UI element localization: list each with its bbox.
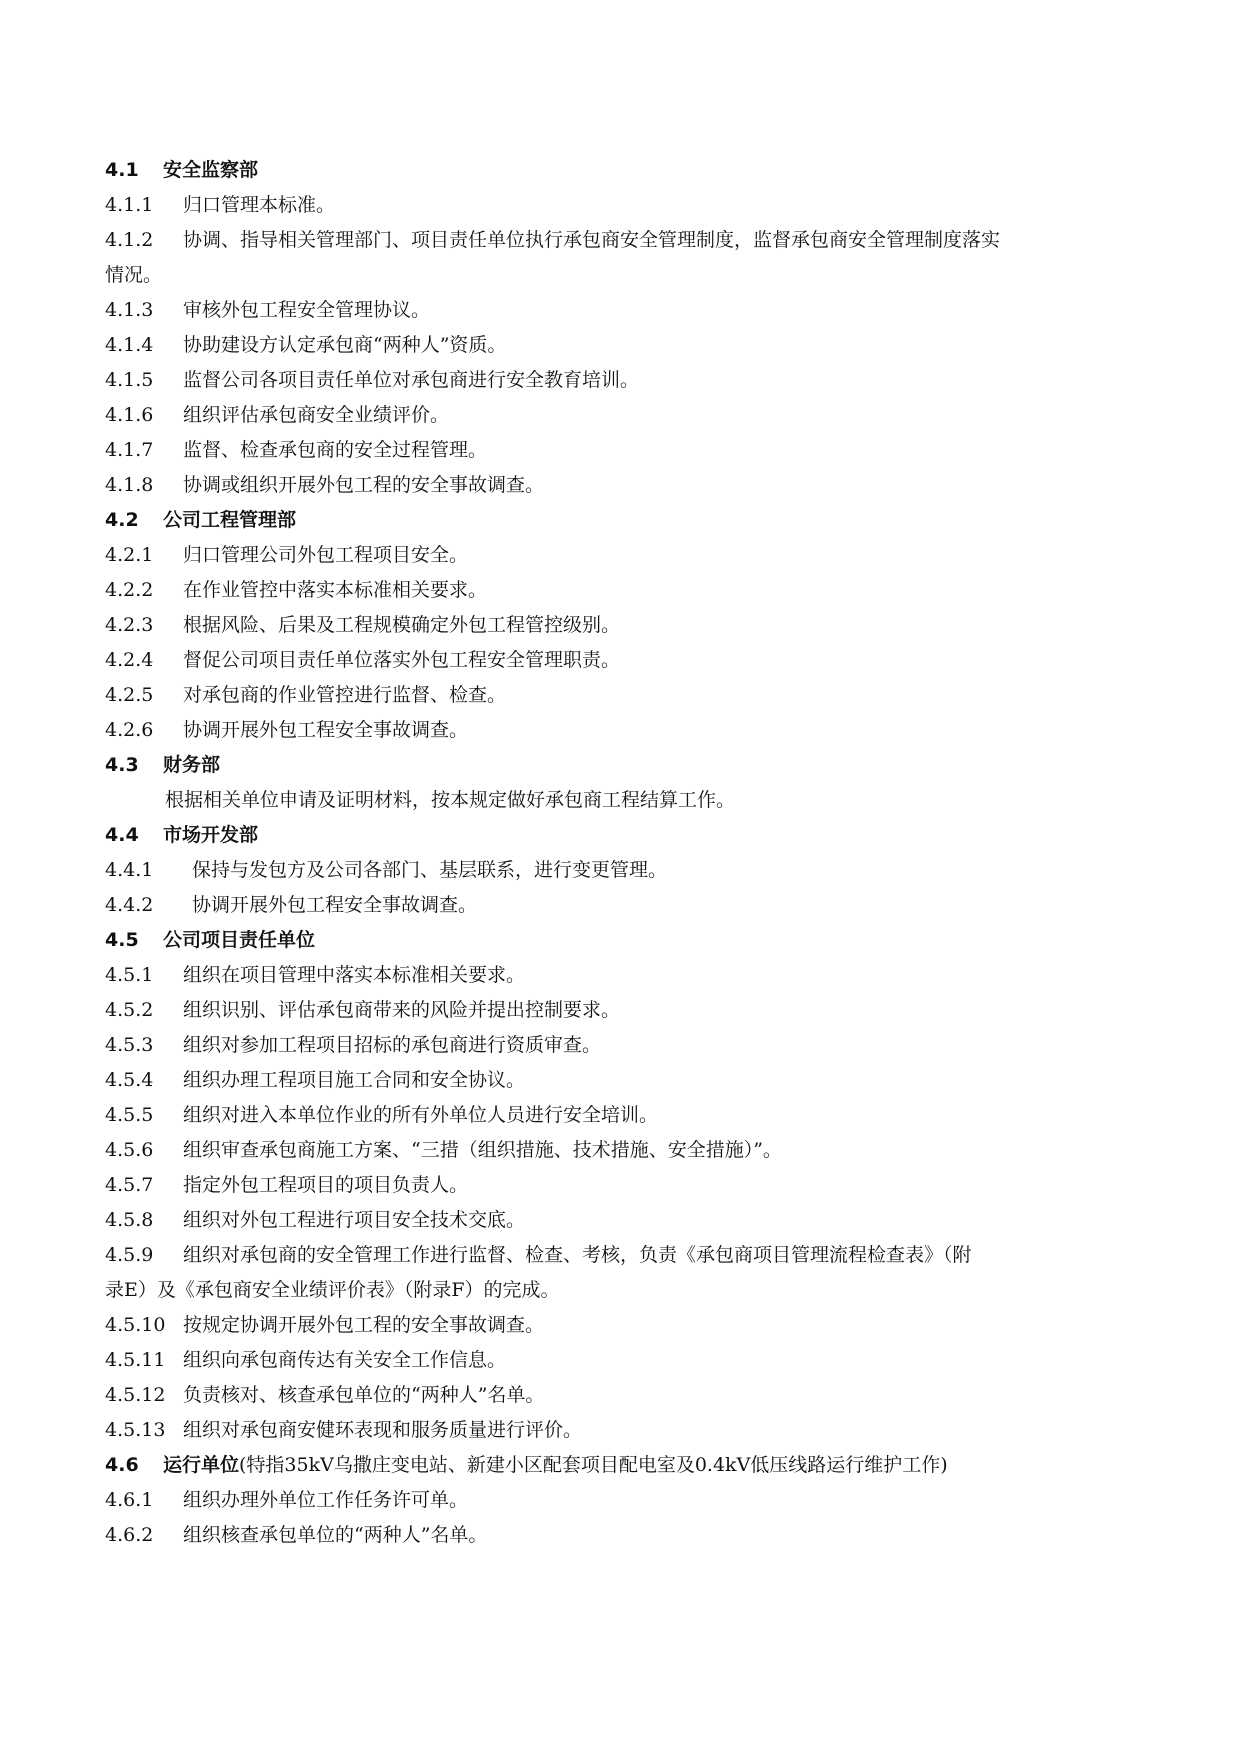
section-number: 4.4 <box>105 824 139 846</box>
clause-item <box>105 718 1145 742</box>
clause-text: 协助建设方认定承包商“两种人”资质。 <box>183 334 507 356</box>
clause-item <box>105 1068 1145 1092</box>
clause-text: 协调或组织开展外包工程的安全事故调查。 <box>183 474 545 496</box>
clause-item <box>105 1523 1145 1547</box>
clause-text: 在作业管控中落实本标准相关要求。 <box>183 579 488 601</box>
clause-item <box>105 648 1145 672</box>
clause-item <box>105 193 1145 217</box>
clause-text: 组织向承包商传达有关安全工作信息。 <box>183 1349 507 1371</box>
section-heading <box>105 1453 1145 1477</box>
section-number: 4.2 <box>105 509 139 531</box>
section-heading <box>105 928 1145 952</box>
section-note: (特指35kV乌撒庄变电站、新建小区配套项目配电室及0.4kV低压线路运行维护工作) <box>239 1454 948 1476</box>
clause-item <box>105 403 1145 427</box>
section-number: 4.5 <box>105 929 139 951</box>
clause-text: 组织审查承包商施工方案、“三措（组织措施、技术措施、安全措施）”。 <box>183 1139 782 1161</box>
paragraph <box>105 788 1145 812</box>
clause-text: 组织对进入本单位作业的所有外单位人员进行安全培训。 <box>183 1104 659 1126</box>
clause-number: 4.2.5 <box>105 684 154 706</box>
clause-item <box>105 998 1145 1022</box>
section-heading <box>105 158 1145 182</box>
clause-text: 归口管理本标准。 <box>183 194 336 216</box>
clause-text: 协调开展外包工程安全事故调查。 <box>183 719 469 741</box>
section-number: 4.6 <box>105 1454 139 1476</box>
clause-text: 监督、检查承包商的安全过程管理。 <box>183 439 488 461</box>
clause-text: 组织识别、评估承包商带来的风险并提出控制要求。 <box>183 999 621 1021</box>
clause-number: 4.1.3 <box>105 299 154 321</box>
section-heading <box>105 823 1145 847</box>
section-heading <box>105 508 1145 532</box>
clause-text: 组织核查承包单位的“两种人”名单。 <box>183 1524 488 1546</box>
clause-number: 4.2.2 <box>105 579 154 601</box>
clause-number: 4.1.7 <box>105 439 154 461</box>
clause-number: 4.1.8 <box>105 474 154 496</box>
clause-number: 4.5.11 <box>105 1349 166 1371</box>
clause-item <box>105 473 1145 497</box>
clause-number: 4.5.4 <box>105 1069 154 1091</box>
clause-number: 4.6.2 <box>105 1524 154 1546</box>
clause-item <box>105 1243 1145 1267</box>
section-title: 公司项目责任单位 <box>163 929 316 951</box>
clause-number: 4.1.1 <box>105 194 154 216</box>
section-heading <box>105 753 1145 777</box>
clause-number: 4.6.1 <box>105 1489 154 1511</box>
clause-text: 保持与发包方及公司各部门、基层联系，进行变更管理。 <box>192 859 668 881</box>
clause-number: 4.5.6 <box>105 1139 154 1161</box>
clause-text: 审核外包工程安全管理协议。 <box>183 299 431 321</box>
section-title: 市场开发部 <box>163 824 259 846</box>
clause-text: 组织对承包商安健环表现和服务质量进行评价。 <box>183 1419 583 1441</box>
clause-number: 4.5.13 <box>105 1419 166 1441</box>
clause-text-continued: 情况。 <box>105 264 163 286</box>
clause-text: 按规定协调开展外包工程的安全事故调查。 <box>183 1314 545 1336</box>
clause-item <box>105 1208 1145 1232</box>
clause-number: 4.5.10 <box>105 1314 166 1336</box>
clause-text: 组织办理工程项目施工合同和安全协议。 <box>183 1069 526 1091</box>
clause-text: 组织对参加工程项目招标的承包商进行资质审查。 <box>183 1034 602 1056</box>
clause-item <box>105 1418 1145 1442</box>
clause-number: 4.2.3 <box>105 614 154 636</box>
clause-item <box>105 1138 1145 1162</box>
clause-number: 4.5.8 <box>105 1209 154 1231</box>
clause-number: 4.2.4 <box>105 649 154 671</box>
clause-item <box>105 1103 1145 1127</box>
clause-text: 归口管理公司外包工程项目安全。 <box>183 544 469 566</box>
clause-item <box>105 438 1145 462</box>
clause-text: 指定外包工程项目的项目负责人。 <box>183 1174 469 1196</box>
clause-number: 4.1.5 <box>105 369 154 391</box>
clause-item <box>105 578 1145 602</box>
clause-item <box>105 1383 1145 1407</box>
clause-number: 4.5.7 <box>105 1174 154 1196</box>
clause-item <box>105 613 1145 637</box>
clause-item <box>105 1488 1145 1512</box>
section-number: 4.1 <box>105 159 139 181</box>
clause-text: 组织办理外单位工作任务许可单。 <box>183 1489 469 1511</box>
clause-number: 4.2.6 <box>105 719 154 741</box>
clause-number: 4.1.6 <box>105 404 154 426</box>
clause-text: 组织在项目管理中落实本标准相关要求。 <box>183 964 526 986</box>
clause-number: 4.5.12 <box>105 1384 166 1406</box>
section-title: 公司工程管理部 <box>163 509 297 531</box>
clause-number: 4.4.1 <box>105 859 154 881</box>
clause-number: 4.5.2 <box>105 999 154 1021</box>
clause-text: 组织评估承包商安全业绩评价。 <box>183 404 450 426</box>
clause-number: 4.5.3 <box>105 1034 154 1056</box>
clause-item <box>105 683 1145 707</box>
clause-item <box>105 858 1145 882</box>
clause-continuation <box>105 263 1145 287</box>
clause-number: 4.5.1 <box>105 964 154 986</box>
clause-continuation <box>105 1278 1145 1302</box>
clause-item <box>105 333 1145 357</box>
clause-number: 4.2.1 <box>105 544 154 566</box>
clause-text: 组织对外包工程进行项目安全技术交底。 <box>183 1209 526 1231</box>
clause-item <box>105 543 1145 567</box>
clause-text: 监督公司各项目责任单位对承包商进行安全教育培训。 <box>183 369 640 391</box>
clause-number: 4.1.2 <box>105 229 154 251</box>
section-title: 财务部 <box>163 754 221 776</box>
clause-item <box>105 1033 1145 1057</box>
clause-number: 4.5.5 <box>105 1104 154 1126</box>
clause-text: 督促公司项目责任单位落实外包工程安全管理职责。 <box>183 649 621 671</box>
clause-text: 协调、指导相关管理部门、项目责任单位执行承包商安全管理制度，监督承包商安全管理制度落实 <box>183 229 1001 251</box>
section-title: 安全监察部 <box>163 159 259 181</box>
clause-item <box>105 228 1145 252</box>
clause-number: 4.5.9 <box>105 1244 154 1266</box>
clause-item <box>105 1313 1145 1337</box>
clause-text: 协调开展外包工程安全事故调查。 <box>192 894 478 916</box>
clause-text: 对承包商的作业管控进行监督、检查。 <box>183 684 507 706</box>
section-number: 4.3 <box>105 754 139 776</box>
clause-text-continued: 录E）及《承包商安全业绩评价表》（附录F）的完成。 <box>105 1279 560 1301</box>
clause-item <box>105 298 1145 322</box>
paragraph-text: 根据相关单位申请及证明材料，按本规定做好承包商工程结算工作。 <box>165 789 736 811</box>
clause-item <box>105 1348 1145 1372</box>
clause-number: 4.4.2 <box>105 894 154 916</box>
clause-item <box>105 963 1145 987</box>
section-title: 运行单位 <box>163 1454 240 1476</box>
clause-text: 根据风险、后果及工程规模确定外包工程管控级别。 <box>183 614 621 636</box>
clause-item <box>105 1173 1145 1197</box>
clause-text: 组织对承包商的安全管理工作进行监督、检查、考核，负责《承包商项目管理流程检查表》（附 <box>183 1244 972 1266</box>
clause-text: 负责核对、核查承包单位的“两种人”名单。 <box>183 1384 545 1406</box>
clause-item <box>105 368 1145 392</box>
clause-number: 4.1.4 <box>105 334 154 356</box>
clause-item <box>105 893 1145 917</box>
document-body <box>105 158 1145 1558</box>
